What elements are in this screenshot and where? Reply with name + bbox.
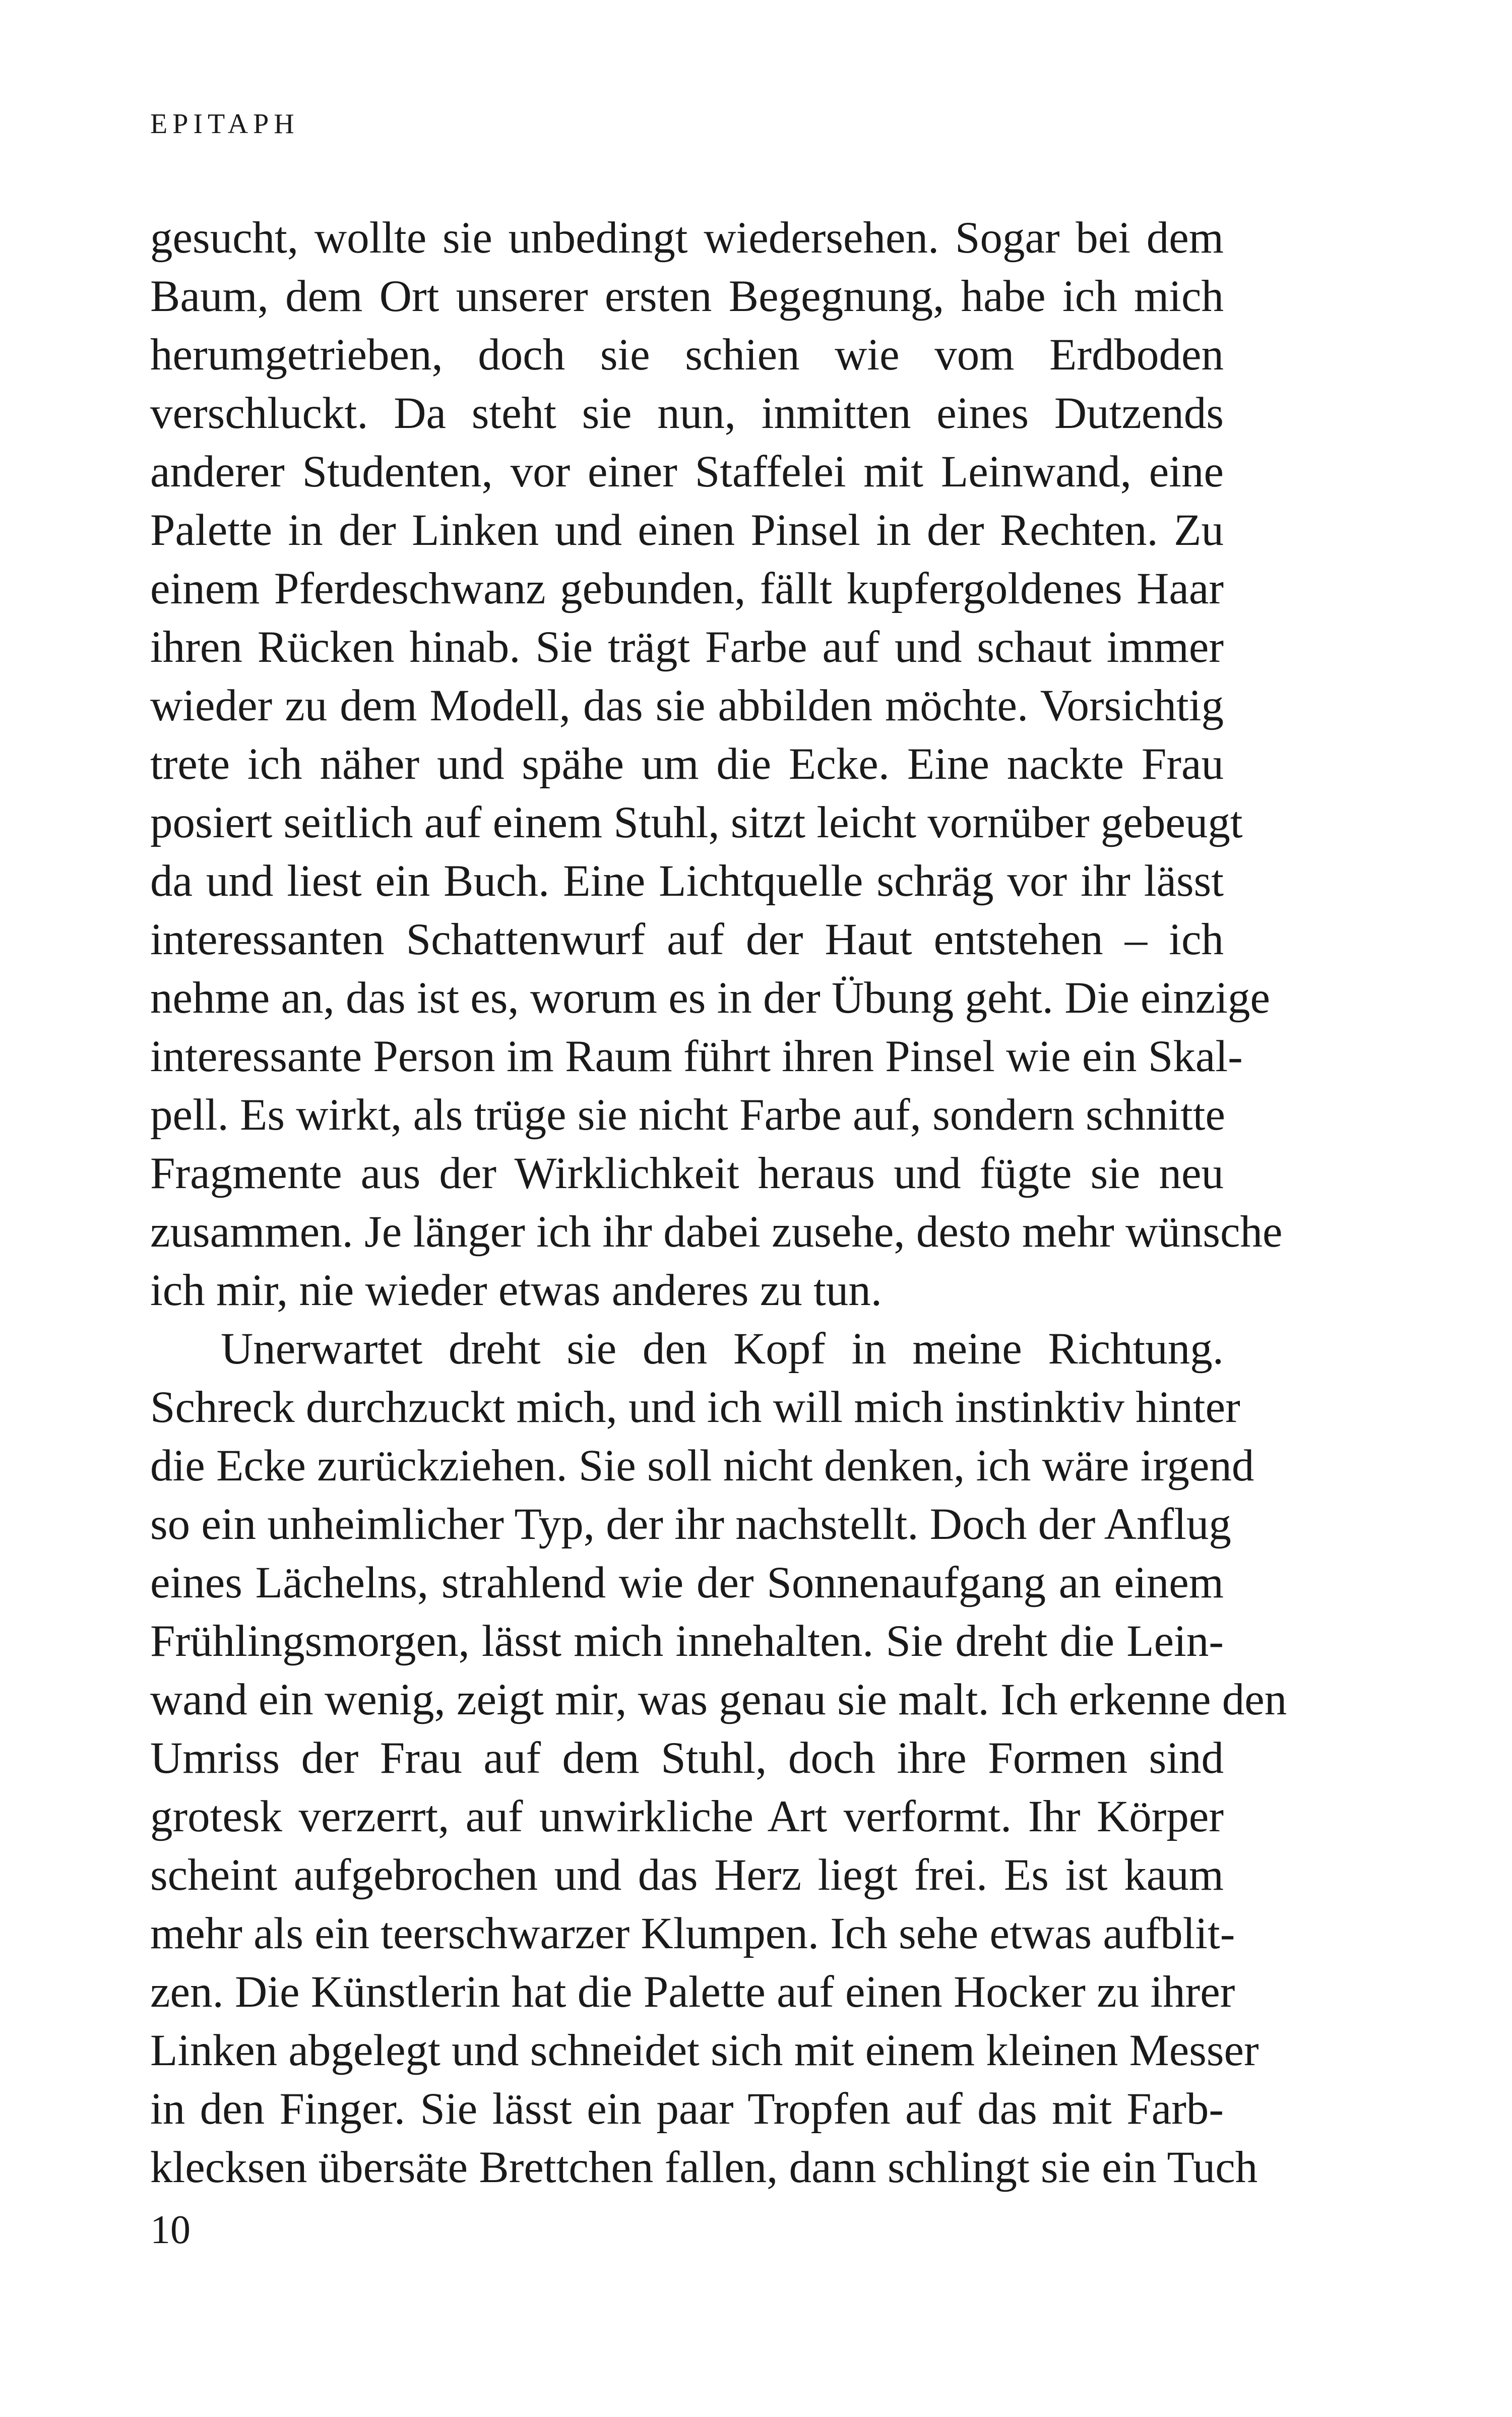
text-line: gesucht, wollte sie unbedingt wiedersehen. Sogar bei dem [150, 213, 1224, 263]
text-line: grotesk verzerrt, auf unwirkliche Art verformt. Ihr Körper [150, 1792, 1224, 1841]
paragraph-2 [150, 1320, 1287, 2197]
text-line: Fragmente aus der Wirklichkeit heraus und fügte sie neu [150, 1149, 1224, 1198]
text-line: scheint aufgebrochen und das Herz liegt frei. Es ist kaum [150, 1850, 1224, 1900]
text-line: ihren Rücken hinab. Sie trägt Farbe auf und schaut immer [150, 623, 1224, 672]
text-line: Unerwartet dreht sie den Kopf in meine Richtung. [221, 1324, 1224, 1374]
text-line: zusammen. Je länger ich ihr dabei zusehe, desto mehr wünsche [150, 1207, 1283, 1257]
text-line: zen. Die Künstlerin hat die Palette auf einen Hocker zu ihrer [150, 1967, 1235, 2017]
text-line: so ein unheimlicher Typ, der ihr nachstellt. Doch der Anflug [150, 1500, 1231, 1549]
text-line: Frühlingsmorgen, lässt mich innehalten. Sie dreht die Lein- [150, 1617, 1224, 1666]
text-line: einem Pferdeschwanz gebunden, fällt kupfergoldenes Haar [150, 564, 1224, 613]
text-line: in den Finger. Sie lässt ein paar Tropfen auf das mit Farb- [150, 2084, 1224, 2134]
text-line: posiert seitlich auf einem Stuhl, sitzt leicht vornüber gebeugt [150, 798, 1243, 847]
text-line: Linken abgelegt und schneidet sich mit einem kleinen Messer [150, 2026, 1259, 2075]
text-line: nehme an, das ist es, worum es in der Übung geht. Die einzige [150, 973, 1270, 1023]
text-line: wand ein wenig, zeigt mir, was genau sie malt. Ich erkenne den [150, 1675, 1287, 1724]
text-line: Palette in der Linken und einen Pinsel in der Rechten. Zu [150, 506, 1224, 555]
text-line: anderer Studenten, vor einer Staffelei mit Leinwand, eine [150, 447, 1224, 497]
text-line: Umriss der Frau auf dem Stuhl, doch ihre Formen sind [150, 1733, 1224, 1783]
text-line: herumgetrieben, doch sie schien wie vom Erdboden [150, 330, 1224, 380]
text-line: da und liest ein Buch. Eine Lichtquelle schräg vor ihr lässt [150, 856, 1224, 906]
text-line: interessanten Schattenwurf auf der Haut entstehen – ich [150, 915, 1224, 964]
text-line: pell. Es wirkt, als trüge sie nicht Farbe auf, sondern schnitte [150, 1090, 1226, 1140]
text-line: interessante Person im Raum führt ihren Pinsel wie ein Skal- [150, 1032, 1243, 1081]
text-line: trete ich näher und spähe um die Ecke. Eine nackte Frau [150, 739, 1224, 789]
text-line: wieder zu dem Modell, das sie abbilden möchte. Vorsichtig [150, 681, 1224, 730]
text-line: klecksen übersäte Brettchen fallen, dann schlingt sie ein Tuch [150, 2143, 1258, 2192]
body-text [150, 209, 1287, 2197]
text-line: eines Lächelns, strahlend wie der Sonnenaufgang an einem [150, 1558, 1224, 1607]
running-head: EPITAPH [150, 108, 299, 140]
text-line: Schreck durchzuckt mich, und ich will mich instinktiv hinter [150, 1383, 1240, 1432]
page-number: 10 [150, 2208, 191, 2252]
text-line: verschluckt. Da steht sie nun, inmitten eines Dutzends [150, 389, 1224, 438]
text-line: die Ecke zurückziehen. Sie soll nicht denken, ich wäre irgend [150, 1441, 1254, 1491]
text-line: Baum, dem Ort unserer ersten Begegnung, habe ich mich [150, 272, 1224, 321]
paragraph-1 [150, 209, 1283, 1320]
text-line: mehr als ein teerschwarzer Klumpen. Ich sehe etwas aufblit- [150, 1909, 1235, 1958]
text-line: ich mir, nie wieder etwas anderes zu tun. [150, 1266, 883, 1315]
